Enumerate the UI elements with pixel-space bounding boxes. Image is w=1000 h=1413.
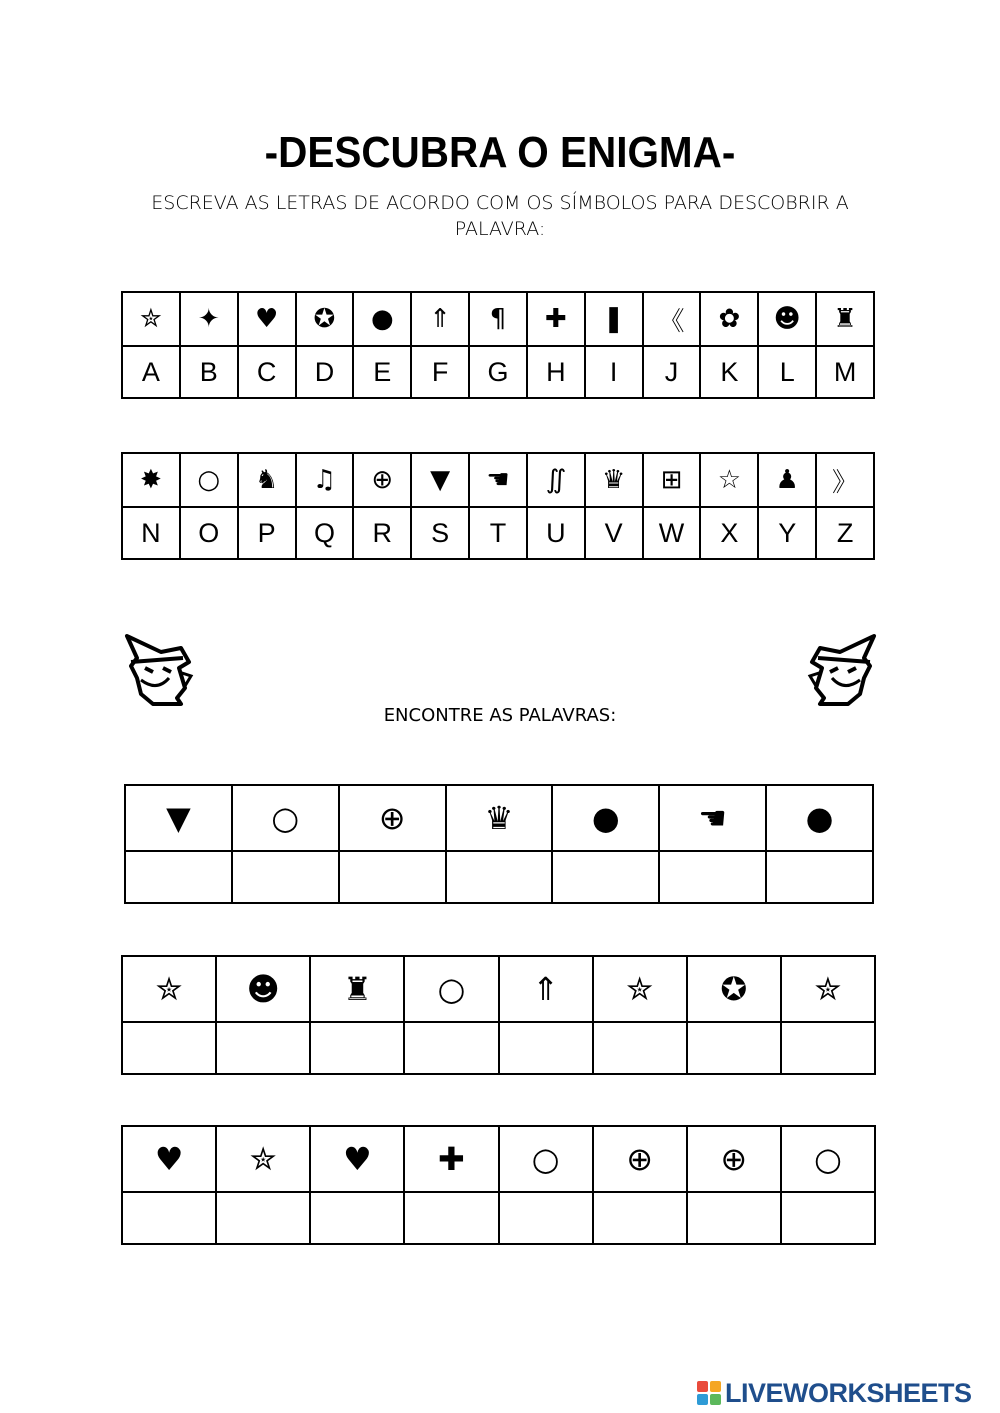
cipher-symbol-cell: ♞ <box>238 453 296 507</box>
cipher-symbol-cell: ▼ <box>411 453 469 507</box>
puzzle-symbol-row <box>122 956 875 1022</box>
cipher-symbol-cell: ¶ <box>469 292 527 346</box>
puzzle-word-1 <box>124 784 874 904</box>
answer-input-cell[interactable] <box>446 851 553 903</box>
puzzle-symbol-cell: ⊕ <box>593 1126 687 1192</box>
answer-input-cell[interactable] <box>499 1192 593 1244</box>
cipher-symbol-cell: ⇑ <box>411 292 469 346</box>
answer-input-cell[interactable] <box>339 851 446 903</box>
puzzle-symbol-row <box>122 1126 875 1192</box>
puzzle-symbol-row <box>125 785 873 851</box>
cipher-letter-cell: J <box>643 346 701 398</box>
brand-name: LIVEWORKSHEETS <box>725 1377 972 1408</box>
puzzle-answer-row <box>125 851 873 903</box>
cipher-letter-cell: K <box>700 346 758 398</box>
cipher-letter-cell: D <box>296 346 354 398</box>
cipher-letter-cell: M <box>816 346 874 398</box>
answer-input-cell[interactable] <box>232 851 339 903</box>
logo-mark-icon <box>697 1381 721 1405</box>
cipher-letter-cell: I <box>585 346 643 398</box>
cipher-letter-cell: Q <box>296 507 354 559</box>
puzzle-answer-row <box>122 1022 875 1074</box>
puzzle-symbol-cell: ▼ <box>125 785 232 851</box>
cipher-symbol-cell: ✿ <box>700 292 758 346</box>
cipher-symbol-cell: ☚ <box>469 453 527 507</box>
cipher-letter-cell: H <box>527 346 585 398</box>
logo-square <box>710 1381 721 1392</box>
puzzle-symbol-cell: ○ <box>781 1126 875 1192</box>
cipher-letter-cell: F <box>411 346 469 398</box>
puzzle-symbol-cell: ○ <box>499 1126 593 1192</box>
cipher-letter-cell: E <box>353 346 411 398</box>
cipher-symbol-cell: ❚ <box>585 292 643 346</box>
answer-input-cell[interactable] <box>781 1192 875 1244</box>
cipher-letter-cell: Z <box>816 507 874 559</box>
puzzle-symbol-cell: ♛ <box>446 785 553 851</box>
answer-input-cell[interactable] <box>659 851 766 903</box>
cipher-symbol-row <box>122 292 874 346</box>
cipher-symbol-cell: ✚ <box>527 292 585 346</box>
cipher-symbol-row <box>122 453 874 507</box>
cipher-letter-cell: U <box>527 507 585 559</box>
answer-input-cell[interactable] <box>310 1022 404 1074</box>
cipher-symbol-cell: ✮ <box>122 292 180 346</box>
cipher-letter-cell: P <box>238 507 296 559</box>
cipher-letter-cell: T <box>469 507 527 559</box>
cipher-symbol-cell: ⊕ <box>353 453 411 507</box>
puzzle-answer-row <box>122 1192 875 1244</box>
puzzle-symbol-cell: ☻ <box>216 956 310 1022</box>
cipher-symbol-cell: ♛ <box>585 453 643 507</box>
puzzle-symbol-cell: ✪ <box>687 956 781 1022</box>
cipher-letter-cell: G <box>469 346 527 398</box>
cipher-letter-cell: L <box>758 346 816 398</box>
answer-input-cell[interactable] <box>122 1192 216 1244</box>
answer-input-cell[interactable] <box>781 1022 875 1074</box>
cipher-symbol-cell: ☻ <box>758 292 816 346</box>
cipher-symbol-cell: ♜ <box>816 292 874 346</box>
cipher-symbol-cell: ✸ <box>122 453 180 507</box>
puzzle-symbol-cell: ○ <box>404 956 498 1022</box>
puzzle-symbol-cell: ✮ <box>593 956 687 1022</box>
cipher-letter-cell: X <box>700 507 758 559</box>
cipher-letter-cell: C <box>238 346 296 398</box>
cipher-letter-cell: A <box>122 346 180 398</box>
puzzle-symbol-cell: ☚ <box>659 785 766 851</box>
answer-input-cell[interactable] <box>766 851 873 903</box>
answer-input-cell[interactable] <box>687 1192 781 1244</box>
cipher-letter-row <box>122 346 874 398</box>
answer-input-cell[interactable] <box>125 851 232 903</box>
cipher-letter-row <box>122 507 874 559</box>
answer-input-cell[interactable] <box>552 851 659 903</box>
page-title: -DESCUBRA O ENIGMA- <box>264 128 736 177</box>
cipher-letter-cell: W <box>643 507 701 559</box>
cipher-symbol-cell: ♫ <box>296 453 354 507</box>
puzzle-word-2 <box>121 955 876 1075</box>
cipher-symbol-cell: ♟ <box>758 453 816 507</box>
cipher-symbol-cell: ∬ <box>527 453 585 507</box>
cipher-letter-cell: V <box>585 507 643 559</box>
answer-input-cell[interactable] <box>404 1022 498 1074</box>
logo-square <box>710 1394 721 1405</box>
puzzle-symbol-cell: ✮ <box>122 956 216 1022</box>
answer-input-cell[interactable] <box>499 1022 593 1074</box>
cipher-letter-cell: S <box>411 507 469 559</box>
answer-input-cell[interactable] <box>216 1192 310 1244</box>
puzzle-symbol-cell: ● <box>552 785 659 851</box>
logo-square <box>697 1394 708 1405</box>
instruction-text: ESCREVA AS LETRAS DE ACORDO COM OS SÍMBOLOS PARA DESCOBRIR A PALAVRA: <box>151 192 849 240</box>
answer-input-cell[interactable] <box>310 1192 404 1244</box>
cipher-letter-cell: N <box>122 507 180 559</box>
puzzle-symbol-cell: ♜ <box>310 956 404 1022</box>
wizard-mascot-icon <box>123 632 195 706</box>
cipher-letter-cell: B <box>180 346 238 398</box>
logo-square <box>697 1381 708 1392</box>
puzzle-word-3 <box>121 1125 876 1245</box>
puzzle-symbol-cell: ⊕ <box>339 785 446 851</box>
puzzle-symbol-cell: ⊕ <box>687 1126 781 1192</box>
answer-input-cell[interactable] <box>216 1022 310 1074</box>
answer-input-cell[interactable] <box>687 1022 781 1074</box>
cipher-symbol-cell: ⊞ <box>643 453 701 507</box>
cipher-key-table-n-z <box>121 452 875 560</box>
puzzle-symbol-cell: ♥ <box>310 1126 404 1192</box>
puzzle-symbol-cell: ✮ <box>216 1126 310 1192</box>
puzzle-symbol-cell: ○ <box>232 785 339 851</box>
answer-input-cell[interactable] <box>593 1192 687 1244</box>
cipher-symbol-cell: ● <box>353 292 411 346</box>
puzzle-symbol-cell: ⇑ <box>499 956 593 1022</box>
answer-input-cell[interactable] <box>593 1022 687 1074</box>
cipher-symbol-cell: ✪ <box>296 292 354 346</box>
cipher-symbol-cell: ♥ <box>238 292 296 346</box>
puzzle-symbol-cell: ♥ <box>122 1126 216 1192</box>
puzzle-symbol-cell: ✚ <box>404 1126 498 1192</box>
cipher-letter-cell: R <box>353 507 411 559</box>
cipher-symbol-cell: 《 <box>643 292 701 346</box>
puzzle-symbol-cell: ✮ <box>781 956 875 1022</box>
cipher-symbol-cell: ○ <box>180 453 238 507</box>
cipher-letter-cell: Y <box>758 507 816 559</box>
wizard-mascot-icon <box>806 632 878 706</box>
cipher-symbol-cell: ☆ <box>700 453 758 507</box>
find-words-heading: ENCONTRE AS PALAVRAS: <box>383 705 617 726</box>
cipher-symbol-cell: 》 <box>816 453 874 507</box>
puzzle-symbol-cell: ● <box>766 785 873 851</box>
liveworksheets-logo <box>697 1378 972 1408</box>
cipher-symbol-cell: ✦ <box>180 292 238 346</box>
cipher-key-table-a-m <box>121 291 875 399</box>
answer-input-cell[interactable] <box>404 1192 498 1244</box>
cipher-letter-cell: O <box>180 507 238 559</box>
answer-input-cell[interactable] <box>122 1022 216 1074</box>
